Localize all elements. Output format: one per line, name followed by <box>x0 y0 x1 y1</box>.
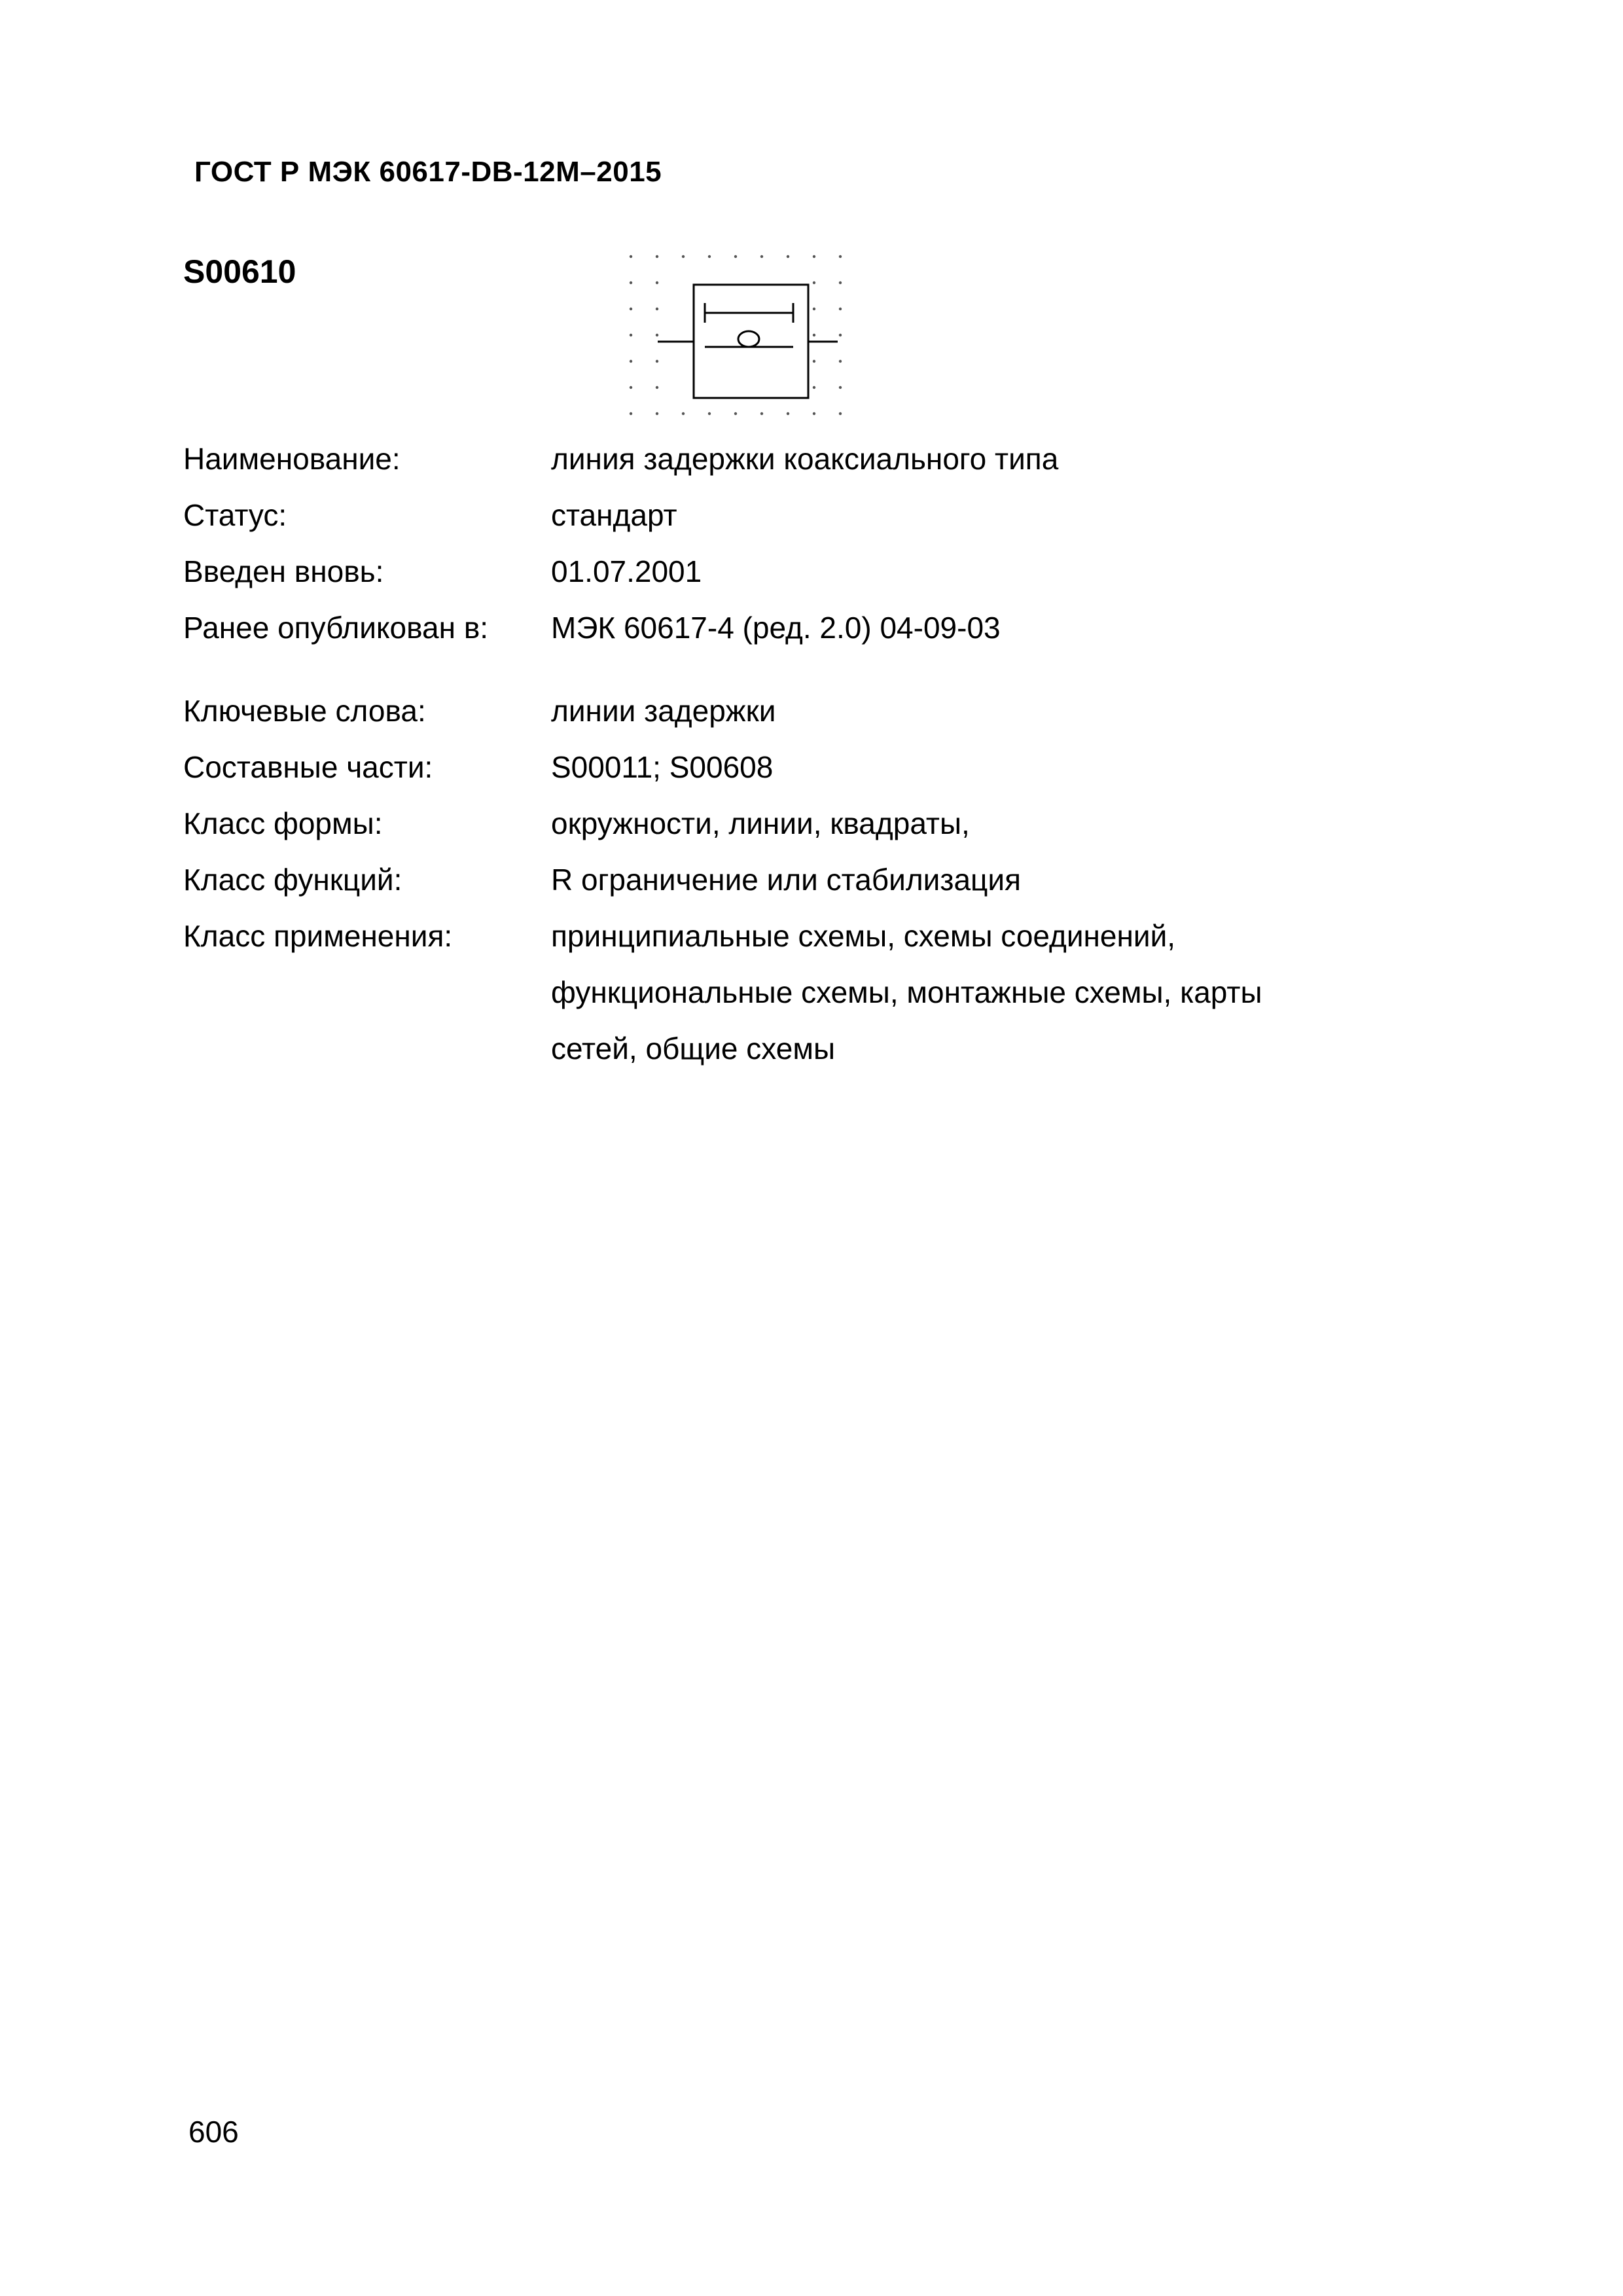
grid-dot <box>839 255 842 258</box>
grid-dot <box>630 334 632 336</box>
grid-dot <box>813 255 815 258</box>
grid-dot <box>839 386 842 389</box>
grid-dot <box>656 386 658 389</box>
property-label: Класс применения: <box>183 919 453 953</box>
grid-dot <box>839 360 842 363</box>
grid-dot <box>813 334 815 336</box>
property-value: МЭК 60617-4 (ред. 2.0) 04-09-03 <box>551 611 1001 645</box>
grid-dot <box>656 255 658 258</box>
page-number: 606 <box>188 2115 239 2149</box>
grid-dot <box>813 386 815 389</box>
symbol-code: S00610 <box>183 253 296 290</box>
property-label: Ключевые слова: <box>183 694 426 728</box>
grid-dot <box>656 308 658 310</box>
grid-dot <box>708 412 711 415</box>
property-value: стандарт <box>551 498 677 532</box>
grid-dot <box>839 308 842 310</box>
grid-dot <box>813 412 815 415</box>
property-label: Введен вновь: <box>183 554 384 588</box>
property-value: сетей, общие схемы <box>551 1031 836 1066</box>
property-label: Статус: <box>183 498 287 532</box>
property-value: линия задержки коаксиального типа <box>551 442 1059 476</box>
grid-dot <box>630 255 632 258</box>
grid-dot <box>708 255 711 258</box>
property-value: R ограничение или стабилизация <box>551 863 1021 897</box>
grid-dot <box>656 412 658 415</box>
symbol-drawing <box>615 242 877 439</box>
property-value: принципиальные схемы, схемы соединений, <box>551 919 1176 953</box>
grid-dot <box>656 334 658 336</box>
property-value: 01.07.2001 <box>551 554 702 588</box>
grid-dot <box>682 255 685 258</box>
property-label: Класс формы: <box>183 806 383 840</box>
grid-dot <box>734 412 737 415</box>
grid-dot <box>630 386 632 389</box>
grid-dot <box>813 308 815 310</box>
property-label: Класс функций: <box>183 863 402 897</box>
property-label: Составные части: <box>183 750 433 784</box>
grid-dot <box>839 334 842 336</box>
grid-dot <box>813 360 815 363</box>
grid-dot <box>839 412 842 415</box>
grid-dot <box>656 360 658 363</box>
grid-dot <box>630 412 632 415</box>
property-value: функциональные схемы, монтажные схемы, карты <box>551 975 1262 1009</box>
grid-dot <box>760 255 763 258</box>
grid-dot <box>630 308 632 310</box>
grid-dot <box>630 360 632 363</box>
property-value: S00011; S00608 <box>551 750 774 784</box>
grid-dot <box>630 281 632 284</box>
grid-dot <box>787 412 789 415</box>
property-label: Ранее опубликован в: <box>183 611 489 645</box>
property-value: линии задержки <box>551 694 776 728</box>
property-label: Наименование: <box>183 442 401 476</box>
grid-dot <box>787 255 789 258</box>
coaxial-delay-line-symbol-icon <box>615 242 877 439</box>
grid-dot <box>656 281 658 284</box>
grid-dot <box>760 412 763 415</box>
property-value: окружности, линии, квадраты, <box>551 806 970 840</box>
grid-dot <box>839 281 842 284</box>
document-header: ГОСТ Р МЭК 60617-DB-12M–2015 <box>194 156 662 188</box>
grid-dot <box>682 412 685 415</box>
grid-dot <box>734 255 737 258</box>
grid-dot <box>813 281 815 284</box>
